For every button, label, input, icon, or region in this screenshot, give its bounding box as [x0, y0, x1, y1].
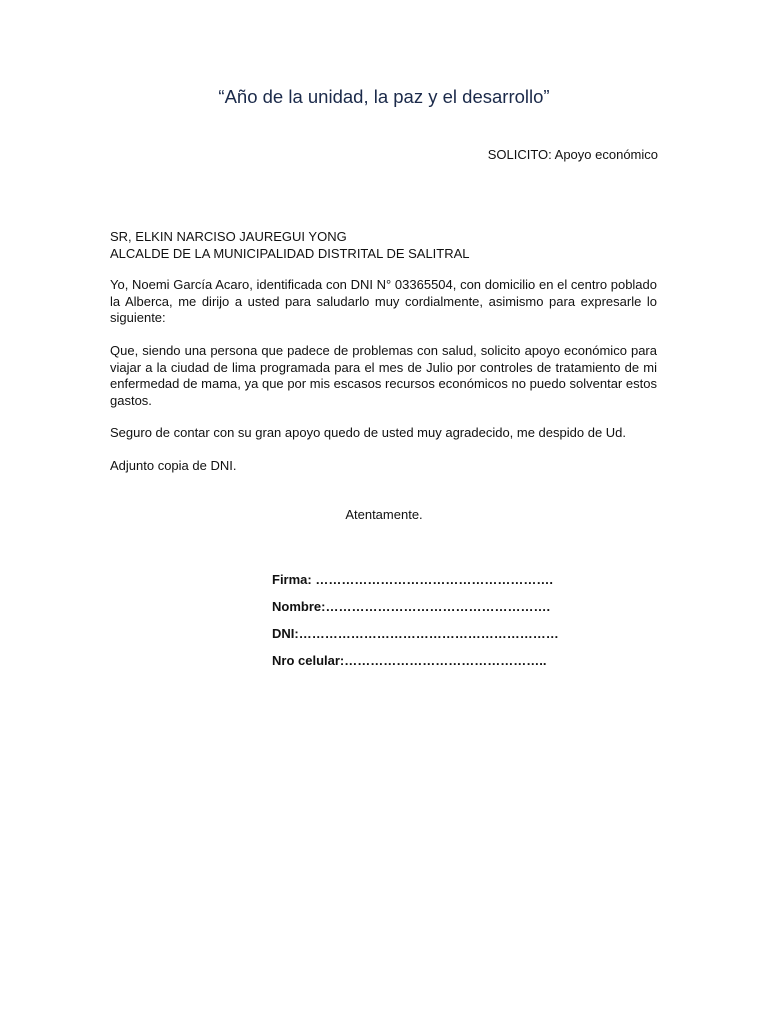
phone-field: Nro celular:………………………………………..	[272, 653, 547, 668]
signature-field: Firma: ……………………………………………….	[272, 572, 553, 587]
name-field: Nombre:…………………………………………….	[272, 599, 551, 614]
addressee-title: ALCALDE DE LA MUNICIPALIDAD DISTRITAL DE SALITRAL	[110, 245, 470, 261]
year-motto: “Año de la unidad, la paz y el desarrollo”	[218, 86, 550, 107]
paragraph-introduction: Yo, Noemi García Acaro, identificada con DNI N° 03365504, con domicilio en el centro poblado la Alberca, me dirijo a usted para saludarlo muy cordialmente, asimismo para expresarle lo siguiente:	[110, 277, 657, 325]
closing-line: Atentamente.	[345, 507, 423, 522]
signature-fields	[272, 572, 559, 680]
paragraph-request: Que, siendo una persona que padece de problemas con salud, solicito apoyo económico para viajar a la ciudad de lima programada para el mes de Julio por controles de tratamiento de mi enfermedad de mama, ya que por mis escasos recursos económicos no puedo solventar estos gastos.	[110, 343, 657, 408]
paragraph-thanks: Seguro de contar con su gran apoyo quedo de usted muy agradecido, me despido de Ud.	[110, 425, 627, 440]
dni-field: DNI:……………………………………………………	[272, 626, 559, 641]
paragraph-attachment: Adjunto copia de DNI.	[110, 458, 237, 473]
addressee-block	[110, 229, 657, 262]
subject-line: SOLICITO: Apoyo económico	[487, 147, 658, 162]
addressee-name: SR, ELKIN NARCISO JAUREGUI YONG	[110, 229, 347, 244]
